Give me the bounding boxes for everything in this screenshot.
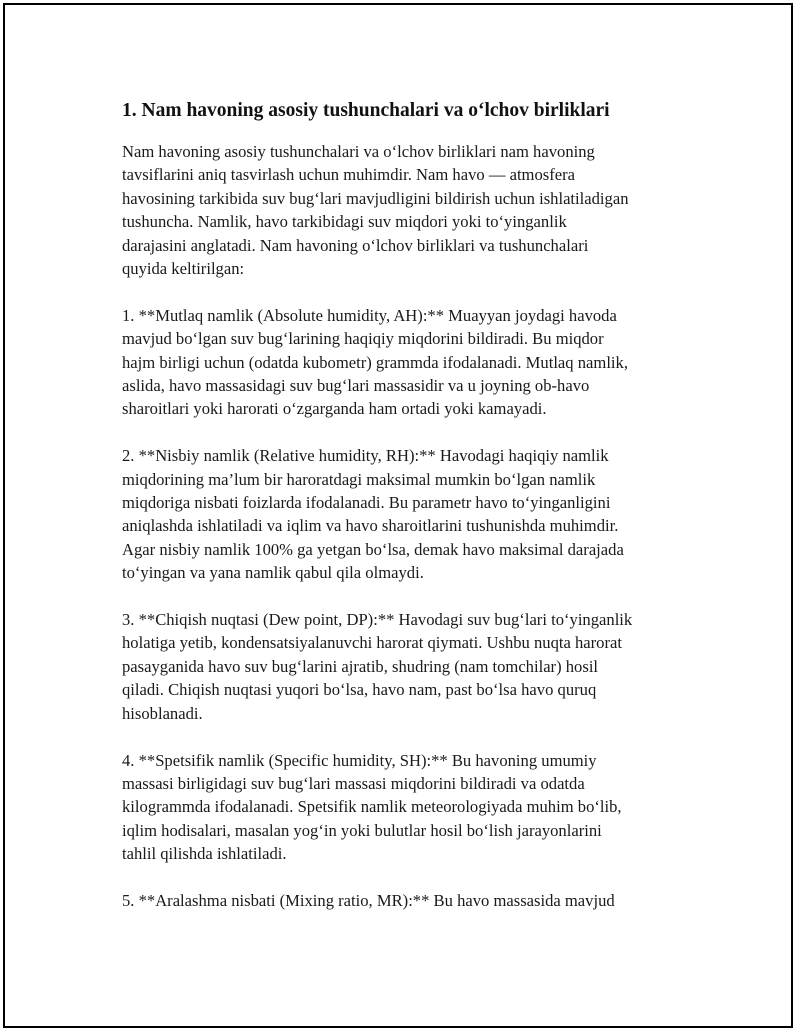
- paragraph-mixing-ratio: 5. **Aralashma nisbati (Mixing ratio, MR):** Bu havo massasida mavjud: [122, 890, 615, 910]
- section-heading: 1. Nam havoning asosiy tushunchalari va o‘lchov birliklari: [122, 100, 610, 121]
- paragraph-relative-humidity: 2. **Nisbiy namlik (Relative humidity, RH):** Havodagi haqiqiy namlik miqdorining ma’lum bir haroratdagi maksimal mumkin bo‘lgan namlik miqdoriga nisbati foizlarda ifodalanadi. Bu parametr havo to‘yinganligini aniqlashda ishlatiladi va iqlim va havo sharoitlarini tushunishda muhimdir. Agar nisbiy namlik 100% ga yetgan bo‘lsa, demak havo maksimal darajada to‘yingan va yana namlik qabul qila olmaydi.: [122, 446, 624, 583]
- page-frame: [3, 3, 793, 1028]
- paragraph-absolute-humidity: 1. **Mutlaq namlik (Absolute humidity, AH):** Muayyan joydagi havoda mavjud bo‘lgan suv bug‘larining haqiqiy miqdorini bildiradi. Bu miqdor hajm birligi uchun (odatda kubometr) grammda ifodalanadi. Mutlaq namlik, aslida, havo massasidagi suv bug‘lari massasidir va u joyning ob-havo sharoitlari yoki harorati o‘zgarganda ham ortadi yoki kamayadi.: [122, 305, 628, 419]
- paragraph-dew-point: 3. **Chiqish nuqtasi (Dew point, DP):** Havodagi suv bug‘lari to‘yinganlik holatiga yetib, kondensatsiyalanuvchi harorat qiymati. Ushbu nuqta harorat pasayganida havo suv bug‘larini ajratib, shudring (nam tomchilar) hosil qiladi. Chiqish nuqtasi yuqori bo‘lsa, havo nam, past bo‘lsa havo quruq hisoblanadi.: [122, 610, 633, 723]
- paragraph-specific-humidity: 4. **Spetsifik namlik (Specific humidity, SH):** Bu havoning umumiy massasi birligidagi suv bug‘lari massasi miqdorini bildiradi va odatda kilogrammda ifodalanadi. Spetsifik namlik meteorologiyada muhim bo‘lib, iqlim hodisalari, masalan yog‘in yoki bulutlar hosil bo‘lish jarayonlarini tahlil qilishda ishlatiladi.: [122, 750, 622, 864]
- intro-paragraph: Nam havoning asosiy tushunchalari va o‘lchov birliklari nam havoning tavsiflarini aniq tasvirlash uchun muhimdir. Nam havo — atmosfera havosining tarkibida suv bug‘lari mavjudligini bildirish uchun ishlatiladigan tushuncha. Namlik, havo tarkibidagi suv miqdori yoki to‘yinganlik darajasini anglatadi. Nam havoning o‘lchov birliklari va tushunchalari quyida keltirilgan:: [122, 142, 629, 279]
- document-body: [120, 99, 700, 936]
